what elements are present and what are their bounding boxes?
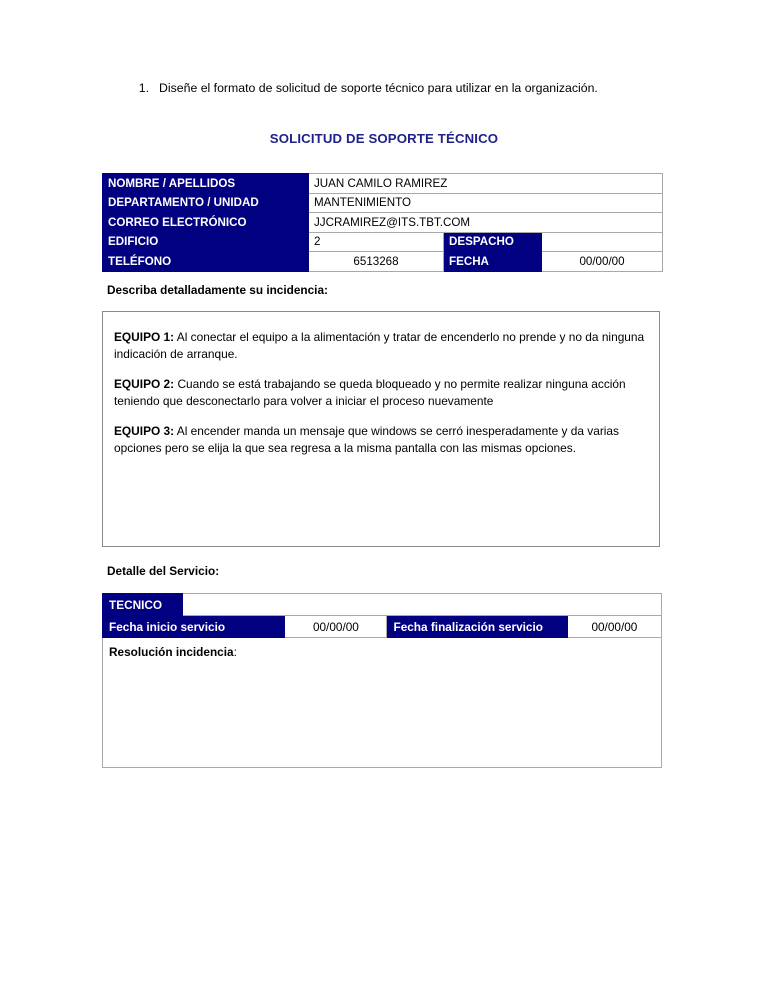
label-departamento-unidad: DEPARTAMENTO / UNIDAD	[103, 193, 309, 213]
table-row	[103, 232, 663, 252]
incidence-entry-2-title: EQUIPO 2:	[114, 377, 175, 391]
label-tecnico: TECNICO	[103, 594, 183, 616]
resolution-cell[interactable]	[103, 638, 662, 768]
value-tecnico[interactable]	[183, 594, 662, 616]
incidence-entry-1-title: EQUIPO 1:	[114, 330, 175, 344]
value-fecha[interactable]: 00/00/00	[542, 252, 663, 272]
value-fecha-finalizacion-servicio[interactable]: 00/00/00	[567, 616, 661, 638]
label-fecha-inicio-servicio: Fecha inicio servicio	[103, 616, 285, 638]
table-row	[103, 252, 663, 272]
identity-table	[102, 173, 663, 272]
incidence-entry-3-title: EQUIPO 3:	[114, 424, 175, 438]
table-row	[103, 594, 662, 616]
incidence-entry-1	[114, 329, 647, 362]
incidence-entry-1-text: Al conectar el equipo a la alimentación y tratar de encenderlo no prende y no da ninguna indicación de arranque.	[114, 330, 645, 361]
incidence-entry-2	[114, 376, 647, 409]
instruction-item	[103, 80, 663, 97]
value-fecha-inicio-servicio[interactable]: 00/00/00	[285, 616, 387, 638]
value-correo-electronico[interactable]: JJCRAMIREZ@ITS.TBT.COM	[309, 213, 663, 233]
label-nombre-apellidos: NOMBRE / APELLIDOS	[103, 174, 309, 194]
service-caption: Detalle del Servicio:	[107, 564, 220, 578]
value-nombre-apellidos[interactable]: JUAN CAMILO RAMIREZ	[309, 174, 663, 194]
instruction-number: 1.	[138, 81, 149, 95]
table-row	[103, 174, 663, 194]
label-despacho: DESPACHO	[444, 232, 542, 252]
resolucion-colon: :	[233, 645, 237, 659]
label-correo-electronico: CORREO ELECTRÓNICO	[103, 213, 309, 233]
instruction-text: Diseñe el formato de solicitud de soporte técnico para utilizar en la organización.	[159, 81, 598, 95]
value-departamento-unidad[interactable]: MANTENIMIENTO	[309, 193, 663, 213]
label-fecha: FECHA	[444, 252, 542, 272]
table-row	[103, 213, 663, 233]
incidence-textbox[interactable]	[102, 311, 660, 547]
label-telefono: TELÉFONO	[103, 252, 309, 272]
incidence-caption: Describa detalladamente su incidencia:	[107, 283, 328, 297]
page-title: SOLICITUD DE SOPORTE TÉCNICO	[269, 131, 499, 146]
value-telefono[interactable]: 6513268	[309, 252, 444, 272]
incidence-entry-2-text: Cuando se está trabajando se queda bloqueado y no permite realizar ninguna acción teniendo que desconectarlo para volver a iniciar el proceso nuevamente	[114, 377, 626, 408]
table-row	[103, 193, 663, 213]
value-edificio[interactable]: 2	[309, 232, 444, 252]
label-fecha-finalizacion-servicio: Fecha finalización servicio	[387, 616, 567, 638]
value-despacho[interactable]	[542, 232, 663, 252]
service-table	[102, 593, 662, 768]
label-edificio: EDIFICIO	[103, 232, 309, 252]
incidence-entry-3-text: Al encender manda un mensaje que windows se cerró inesperadamente y da varias opciones pero se elija la que sea regresa a la misma pantalla con las mismas opciones.	[114, 424, 619, 455]
label-resolucion-incidencia: Resolución incidencia	[109, 645, 234, 659]
incidence-entry-3	[114, 423, 647, 456]
table-row	[103, 616, 662, 638]
table-row	[103, 638, 662, 768]
